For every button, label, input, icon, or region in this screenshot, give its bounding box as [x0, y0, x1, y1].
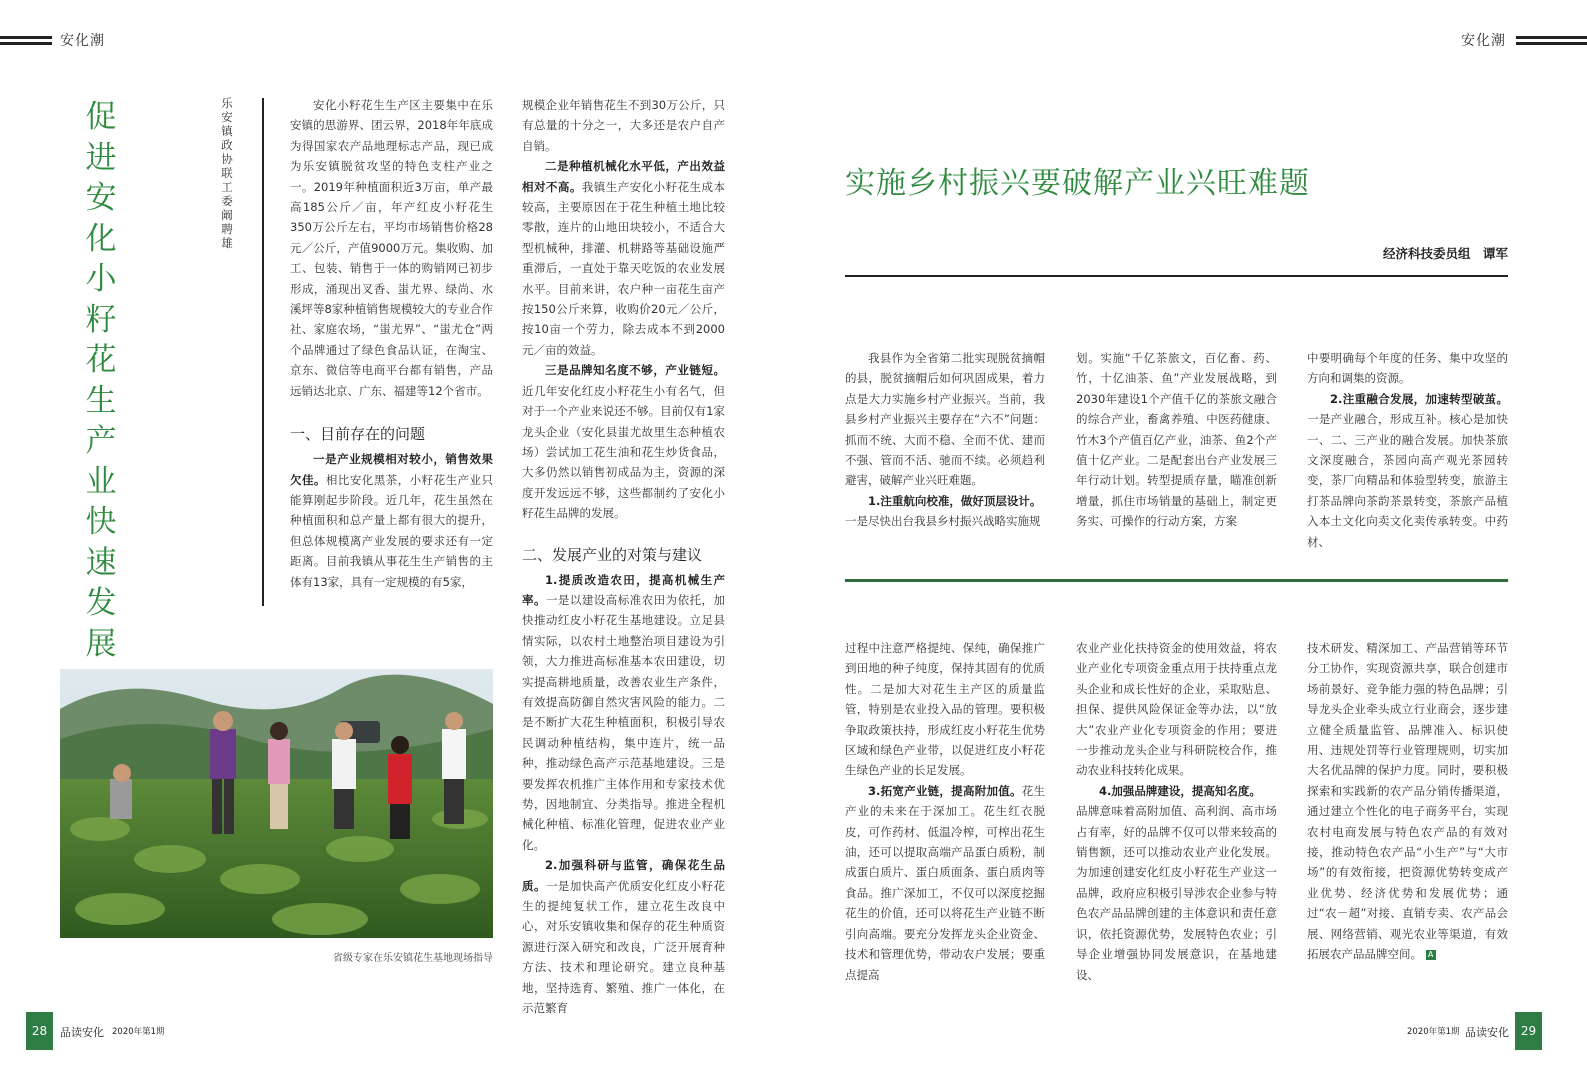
left-article-col-1 [290, 95, 493, 592]
paragraph: 技术研发、精深加工、产品营销等环节分工协作，实现资源共享，联合创建市场前景好、竞争能力强的特色品牌；引导龙头企业牵头成立行业商会，逐步建立健全质量监管、品牌准入、标识使用、违规处罚等行业管理规则，切实加大名优品牌的保护力度。同时，要积极探索和实践新的农产品分销传播渠道，通过建立个性化的电子商务平台，实现农村电商发展与特色农产品的有效对接，推动特色农产品“小生产”与“大市场”的有效衔接，把资源优势转变成产业优势、经济优势和发展优势；通过“农－超”对接、直销专卖、农产品会展、网络营销、观光农业等渠道，有效拓展农产品品牌空间。 A [1307, 641, 1508, 962]
right-bottom-col-3 [1307, 638, 1508, 965]
right-top-col-1 [845, 348, 1045, 532]
section-heading: 一、目前存在的问题 [290, 425, 426, 444]
title-char: 业 [85, 463, 117, 500]
left-article-title [83, 97, 119, 664]
title-rule [845, 275, 1508, 277]
title-char: 安 [85, 180, 117, 216]
title-char: 展 [85, 625, 117, 662]
title-char: 发 [85, 585, 117, 621]
paragraph: 过程中注意严格提纯、保纯，确保推广到田地的种子纯度，保持其固有的优质性。二是加大对花生主产区的质量监管，特别是农业投入品的管理。要积极争取政策扶持，形成红皮小籽花生优势区域和绿色产业带，以促进红皮小籽花生绿色产业的长足发展。 [845, 641, 1045, 778]
peanut-field-photo [60, 669, 493, 938]
footer-issue-right: 2020年第1期 [1407, 1027, 1460, 1037]
header-section-left: 安化潮 [60, 33, 105, 49]
left-article-byline: 乐安镇政协联工委 阚聘雄 [221, 96, 245, 250]
paragraph: 1.注重航向校准，做好顶层设计。 一是尽快出台我县乡村振兴战略实施规 [845, 493, 1042, 529]
section-heading: 二、发展产业的对策与建议 [522, 545, 703, 564]
title-char: 产 [85, 423, 117, 459]
right-top-col-2 [1076, 348, 1277, 532]
page-number-right: 29 [1515, 1012, 1542, 1050]
paragraph: 一是产业规模相对较小，销售效果欠佳。相比安化黑茶，小籽花生产业只能算刚起步阶段。近几年，花生虽然在种植面积和总产量上都有很大的提升，但总体规模离产业发展的要求还有一定距离。目前我镇从事花生生产销售的主体有13家，具有一定规模的有5家， [290, 452, 493, 589]
footer-issue-left: 2020年第1期 [112, 1027, 165, 1037]
right-article-title: 实施乡村振兴要破解产业兴旺难题 [845, 166, 1310, 201]
bold-lead: 一是产业规模相对较小，销售效果欠佳。 [290, 452, 493, 487]
header-rule-right [1516, 36, 1587, 45]
footer-magazine-right: 品读安化 [1465, 1026, 1509, 1039]
header-rule-left [0, 36, 52, 45]
paragraph: 农业产业化扶持资金的使用效益，将农业产业化专项资金重点用于扶持重点龙头企业和成长性好的企业，采取贴息、担保、提供风险保证金等办法，以“放大”农业产业化专项资金的作用；要进一步推动龙头企业与科研院校合作，推动农业科技转化成果。 [1076, 641, 1277, 778]
title-char: 小 [85, 261, 117, 297]
title-char: 生 [85, 382, 117, 419]
left-title-divider [262, 98, 264, 606]
right-article-author: 经济科技委员组 谭军 [1382, 246, 1508, 261]
paragraph: 3.拓宽产业链，提高附加值。花生产业的未来在于深加工。花生红衣脱皮，可作药材、低温冷榨，可榨出花生油，还可以提取高端产品蛋白质粉，制成蛋白质片、蛋白质面条、蛋白质肉等食品。推广深加工，不仅可以深度挖掘花生的价值，还可以将花生产业链不断引向高端。要充分发挥龙头企业资金、技术和管理优势，带动农户发展；要重点提高 [845, 783, 1046, 982]
paragraph: 4.加强品牌建设，提高知名度。 品牌意味着高附加值、高利润、高市场占有率，好的品牌不仅可以带来较高的销售额，还可以推动农业产业化发展。为加速创建安化红皮小籽花生产业这一品牌，政府应积极引导涉农企业参与特色农产品品牌创建的主体意识和责任意识，依托资源优势，发展特色农业；引导企业增强协同发展意识，在基地建设、 [1076, 783, 1277, 982]
title-char: 化 [85, 220, 117, 257]
photo-caption: 省级专家在乐安镇花生基地现场指导 [333, 953, 493, 964]
right-bottom-col-1 [845, 638, 1045, 985]
paragraph: 三是品牌知名度不够，产业链短。近几年安化红皮小籽花生小有名气，但对于一个产业来说还不够。目前仅有1家龙头企业（安化县蚩尤故里生态种植农场）尝试加工花生油和花生炒货食品，大多仍然以销售初成品为主，资源的深度开发远远不够，这些都制约了安化小籽花生品牌的发展。 [522, 363, 725, 521]
paragraph: 划。实施“千亿茶旅文，百亿畜、药、竹，十亿油茶、鱼”产业发展战略，到2030年建设1个产值千亿的茶旅文融合的综合产业，畜禽养殖、中医药健康、竹木3个产值百亿产业，油茶、鱼2个产值十亿产业。二是配套出台产业发展三年行动计划。转型提质存量，瞄准创新增量，抓住市场销量的基础上，制定更务实、可操作的行动方案，方案 [1076, 351, 1277, 529]
left-article-col-2 [522, 95, 725, 1018]
title-char: 籽 [85, 301, 117, 338]
right-top-col-3 [1307, 348, 1508, 552]
title-char: 快 [85, 504, 117, 540]
title-char: 进 [85, 139, 117, 176]
right-bottom-col-2 [1076, 638, 1277, 985]
paragraph: 1.提质改造农田，提高机械生产率。一是以建设高标准农田为依托，加快推动红皮小籽花生基地建设。立足县情实际，以农村土地整治项目建设为引领，大力推进高标准基本农田建设，切实提高耕地质量，改善农业生产条件，有效提高防御自然灾害风险的能力。二是不断扩大花生种植面积，积极引导农民调动种植结构，集中连片，统一品种，推动绿色高产示范基地建设。三是要发挥农机推广主体作用和专家技术优势，因地制宜、分类指导。推进全程机械化种植、标准化管理，促进农业产业化。 [522, 572, 725, 852]
paragraph: 我县作为全省第二批实现脱贫摘帽的县，脱贫摘帽后如何巩固成果，着力点是大力实施乡村产业振兴。当前，我县乡村产业振兴主要存在“六不”问题：抓而不统、大而不稳、全而不优、建而不强、管而不活、驰而不续。必须趋利避害，破解产业兴旺难题。 [845, 351, 1045, 488]
section-rule [845, 579, 1508, 582]
paragraph: 二是种植机械化水平低，产出效益相对不高。我镇生产安化小籽花生成本较高，主要原因在于花生种植土地比较零散，连片的山地田块较小，不适合大型机械种，排灌、机耕路等基础设施严重滞后，一直处于靠天吃饭的农业发展水平。目前来讲，农户种一亩花生亩产按150公斤来算，收购价20元／公斤，按10亩一个劳力，除去成本不到2000元／亩的效益。 [522, 159, 725, 357]
paragraph: 2.注重融合发展，加速转型破茧。一是产业融合，形成互补。核心是加快一、二、三产业的融合发展。加快茶旅文深度融合，茶园向高产观光茶园转变，茶厂向精品和体验型转变，旅游主打茶品牌向茶韵茶景转变，茶旅产品植入本土文化向卖文化卖传承转变。中药材、 [1307, 391, 1508, 549]
header-section-right: 安化潮 [1461, 33, 1506, 49]
paragraph: 安化小籽花生生产区主要集中在乐安镇的思游界、团云界，2018年年底成为得国家农产品地理标志产品，现已成为乐安镇脱贫攻坚的特色支柱产业之一。2019年种植面积近3万亩，单产最高185公斤／亩，年产红皮小籽花生350万公斤左右，平均市场销售价格28元／公斤，产值9000万元。集收购、加工、包装、销售于一体的购销网已初步形成，涌现出叉香、蚩尤界、绿尚、水溪坪等8家种植销售规模较大的专业合作社、家庭农场，“蚩尤界”、“蚩尤仓”两个品牌通过了绿色食品认证，在淘宝、京东、微信等电商平台都有销售，产品远销达北京、广东、福建等12个省市。 [290, 98, 493, 398]
footer-magazine-left: 品读安化 [60, 1026, 104, 1039]
title-char: 促 [85, 99, 117, 135]
title-char: 花 [85, 342, 117, 378]
page-number-left: 28 [26, 1012, 53, 1050]
title-char: 速 [85, 544, 117, 581]
paragraph: 2.加强科研与监管，确保花生品质。一是加快高产优质安化红皮小籽花生的提纯复状工作，建立花生改良中心，对乐安镇收集和保存的花生种质资源进行深入研究和改良，广泛开展育种方法、技术和理论研究。建立良种基地，坚持选育、繁殖、推广一体化，在示范繁育 [522, 858, 725, 1016]
paragraph: 中要明确每个年度的任务、集中攻坚的方向和调集的资源。 [1307, 351, 1508, 386]
paragraph: 规模企业年销售花生不到30万公斤，只有总量的十分之一，大多还是农户自产自销。 [522, 98, 725, 153]
end-mark-icon: A [1426, 950, 1436, 960]
